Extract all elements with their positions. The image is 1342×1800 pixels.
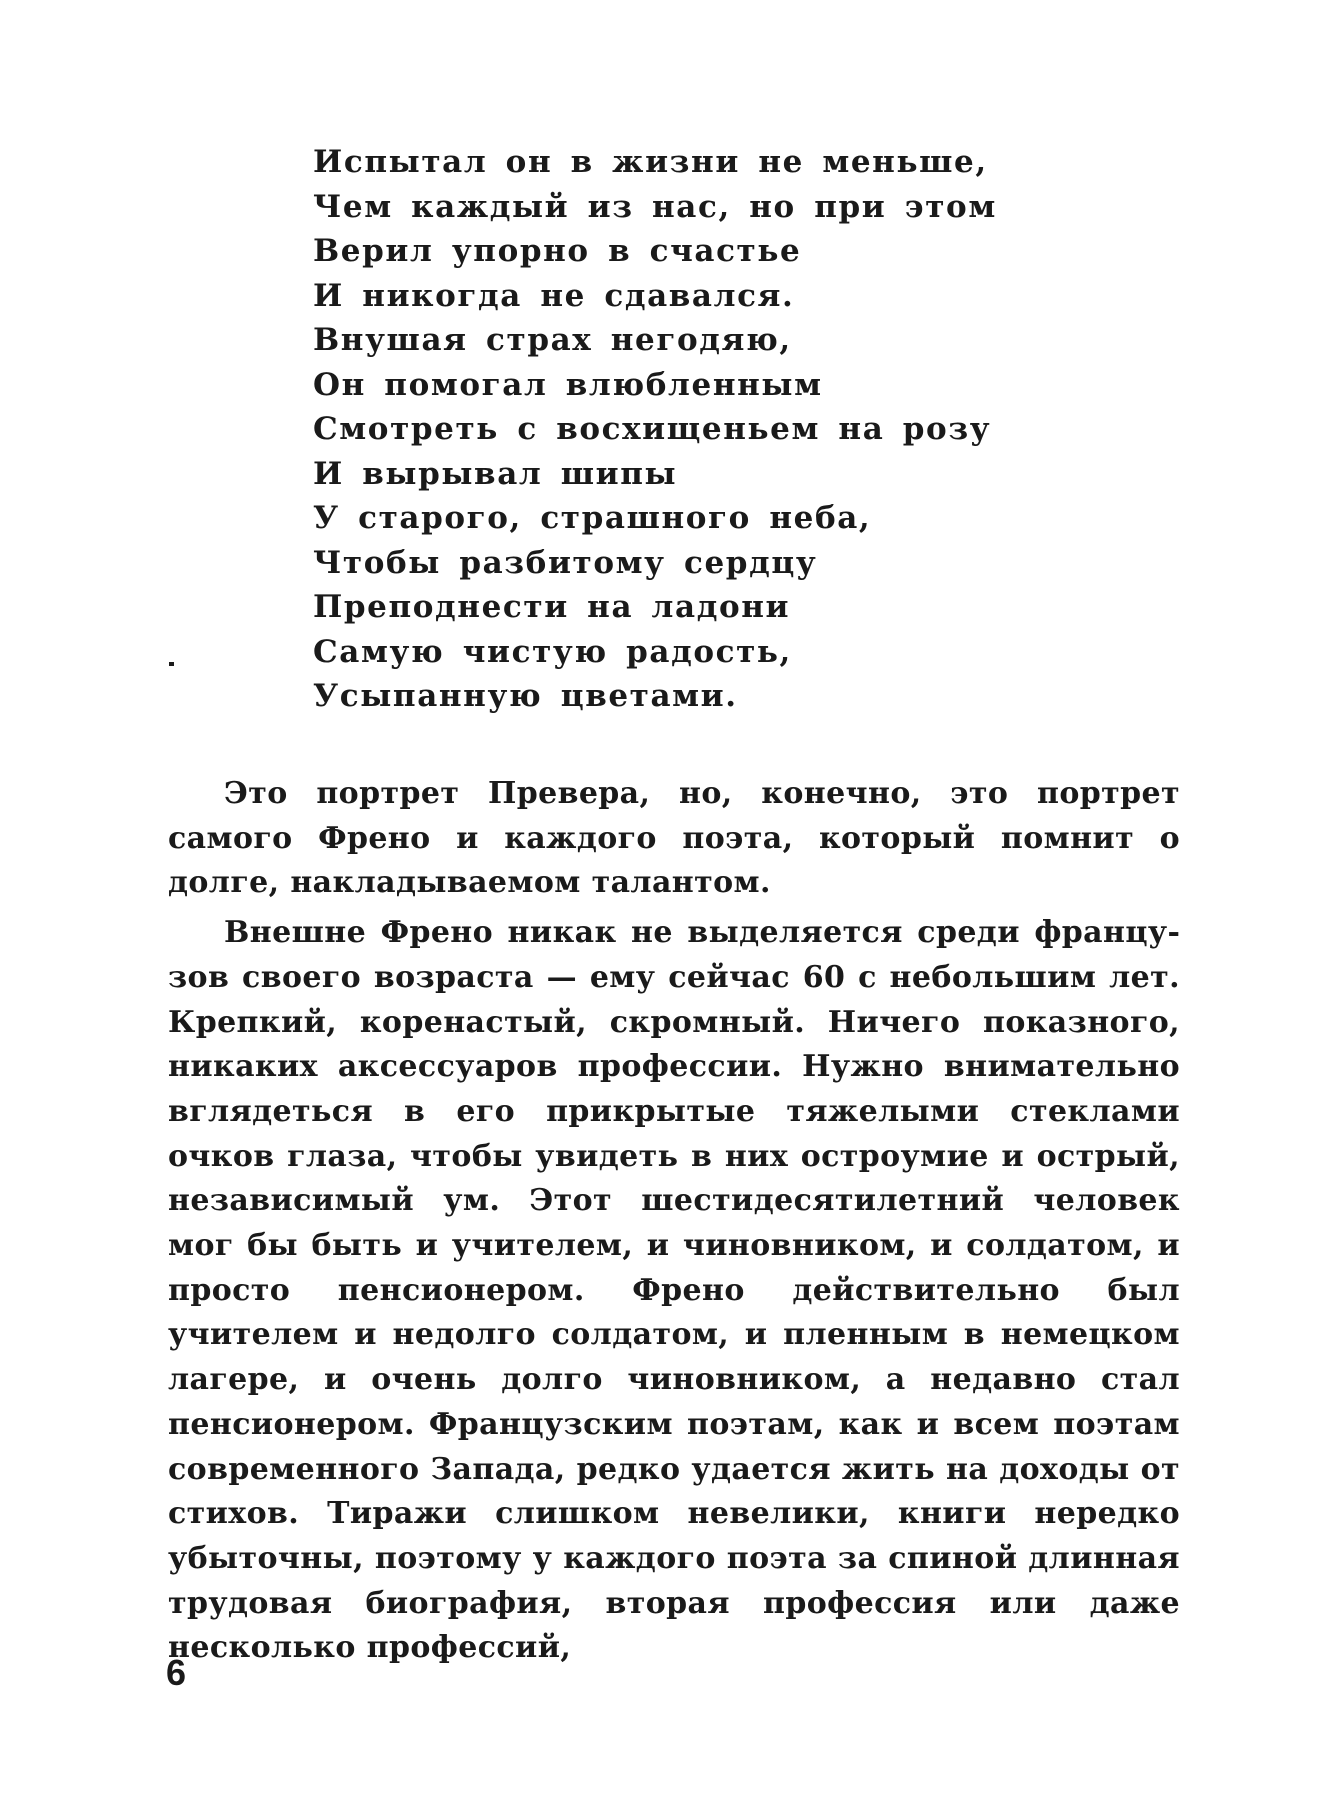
- poem-line: Преподнести на ладони: [313, 589, 791, 625]
- poem-line: Верил упорно в счастье: [313, 233, 802, 269]
- poem-stanza: [313, 140, 1013, 719]
- prose-body: [168, 772, 1180, 1671]
- poem-line: Смотреть с восхищеньем на розу: [313, 411, 992, 447]
- poem-line: Чтобы разбитому сердцу: [313, 544, 818, 581]
- poem-line: Усыпанную цветами.: [313, 678, 738, 714]
- poem-line: Чем каждый из нас, но при этом: [313, 188, 997, 225]
- poem-line: Самую чистую радость,: [313, 633, 792, 670]
- poem-line: У старого, страшного неба,: [313, 500, 872, 536]
- page-number: 6: [166, 1652, 187, 1693]
- paragraph: Внешне Френо никак не выделяется среди французов своего возраста — ему сейчас 60 с небольшим лет. Крепкий, коренастый, скромный. Ничего показного, никаких аксессуаров профессии. Нужно внимательно вглядеться в его прикрытые тяжелыми стеклами очков глаза, чтобы увидеть в них остроумие и острый, независимый ум. Этот шестидесятилетний человек мог бы быть и учителем, и чиновником, и солдатом, и просто пенсионером. Френо действительно был учителем и недолго солдатом, и пленным в немецком лагере, и очень долго чиновником, а недавно стал пенсионером. Французским поэтам, как и всем поэтам современного Запада, редко удается жить на доходы от стихов. Тиражи слишком невелики, книги нередко убыточны, поэтому у каждого поэта за спиной длинная трудовая биография, вторая профессия или даже несколько профессий,: [168, 915, 1180, 1666]
- poem-line: Испытал он в жизни не меньше,: [313, 144, 988, 180]
- poem-line: Он помогал влюбленным: [313, 366, 823, 403]
- print-artifact-dot: [169, 662, 174, 666]
- poem-line: И вырывал шипы: [313, 455, 678, 492]
- poem-line: Внушая страх негодяю,: [313, 322, 792, 358]
- paragraph: Это портрет Превера, но, конечно, это портрет самого Френо и каждого поэта, который помнит о долге, накладываемом талантом.: [168, 776, 1180, 901]
- poem-line: И никогда не сдавался.: [313, 277, 795, 314]
